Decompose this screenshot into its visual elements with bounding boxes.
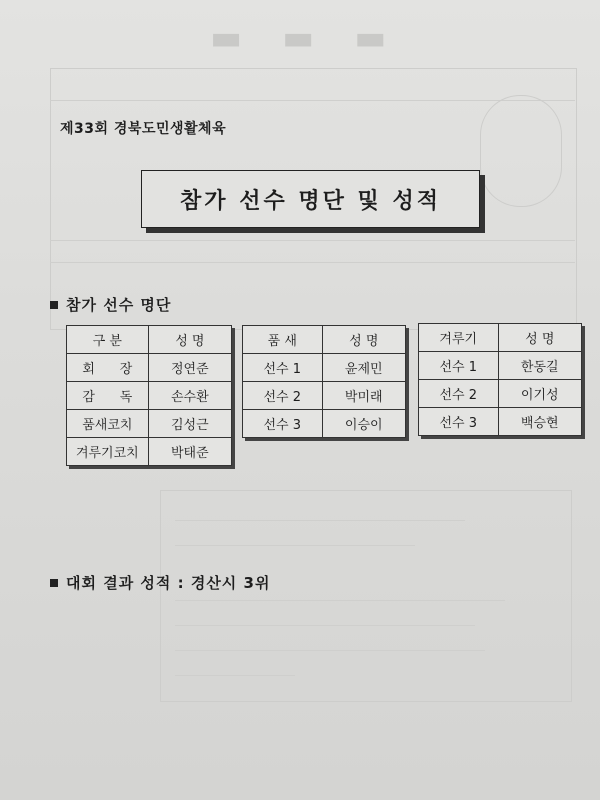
table-header-row xyxy=(67,326,232,354)
bleed-through-line xyxy=(175,650,485,651)
event-subtitle: 제33회 경북도민생활체육 xyxy=(60,121,227,137)
square-bullet-icon xyxy=(50,301,58,309)
table-header-cell: 성 명 xyxy=(322,326,406,354)
table-header-cell: 겨루기 xyxy=(419,324,499,352)
name-cell: 윤제민 xyxy=(322,354,406,382)
bleed-through-line xyxy=(175,675,295,676)
page-title xyxy=(141,170,480,228)
table-row xyxy=(419,352,582,380)
bleed-through-frame xyxy=(160,490,572,702)
table-header-row xyxy=(243,326,406,354)
table-row xyxy=(67,382,232,410)
roster-heading xyxy=(50,294,171,315)
bleed-through-photo xyxy=(480,95,562,207)
role-cell: 겨루기코치 xyxy=(67,438,149,466)
player-cell: 선수 1 xyxy=(419,352,499,380)
player-cell: 선수 2 xyxy=(419,380,499,408)
name-cell: 박태준 xyxy=(148,438,231,466)
table-row xyxy=(243,354,406,382)
name-cell: 김성근 xyxy=(148,410,231,438)
bleed-through-line xyxy=(175,545,415,546)
name-cell: 이승이 xyxy=(322,410,406,438)
name-cell: 백승현 xyxy=(498,408,582,436)
square-bullet-icon xyxy=(50,579,58,587)
table-row xyxy=(419,408,582,436)
role-cell: 회 장 xyxy=(67,354,149,382)
bleed-through-line xyxy=(175,600,505,601)
role-cell: 품새코치 xyxy=(67,410,149,438)
bleed-through-line xyxy=(175,625,475,626)
table-header-row xyxy=(419,324,582,352)
result-heading xyxy=(50,572,270,593)
role-cell: 감 독 xyxy=(67,382,149,410)
name-cell: 정연준 xyxy=(148,354,231,382)
name-cell: 박미래 xyxy=(322,382,406,410)
bleed-through-line xyxy=(50,100,575,101)
name-cell: 손수환 xyxy=(148,382,231,410)
bleed-through-line xyxy=(175,520,465,521)
table-row xyxy=(67,438,232,466)
table-header-cell: 성 명 xyxy=(148,326,231,354)
player-cell: 선수 2 xyxy=(243,382,323,410)
table-row xyxy=(243,410,406,438)
page-title-text: 참가 선수 명단 및 성적 xyxy=(180,188,441,214)
bleed-through-line xyxy=(50,240,575,241)
poomsae-table xyxy=(242,325,406,438)
player-cell: 선수 3 xyxy=(419,408,499,436)
table-row xyxy=(67,410,232,438)
result-heading-text: 대회 결과 성적 : 경산시 3위 xyxy=(66,574,271,592)
roster-heading-text: 참가 선수 명단 xyxy=(66,296,172,314)
kyorugi-table xyxy=(418,323,582,436)
table-row xyxy=(243,382,406,410)
table-header-cell: 구 분 xyxy=(67,326,149,354)
table-header-cell: 품 새 xyxy=(243,326,323,354)
player-cell: 선수 1 xyxy=(243,354,323,382)
name-cell: 한동길 xyxy=(498,352,582,380)
bleed-through-title: ▬▬▬ xyxy=(210,18,427,58)
name-cell: 이기성 xyxy=(498,380,582,408)
table-row xyxy=(67,354,232,382)
table-header-cell: 성 명 xyxy=(498,324,582,352)
player-cell: 선수 3 xyxy=(243,410,323,438)
table-row xyxy=(419,380,582,408)
staff-table xyxy=(66,325,232,466)
bleed-through-line xyxy=(50,262,575,263)
